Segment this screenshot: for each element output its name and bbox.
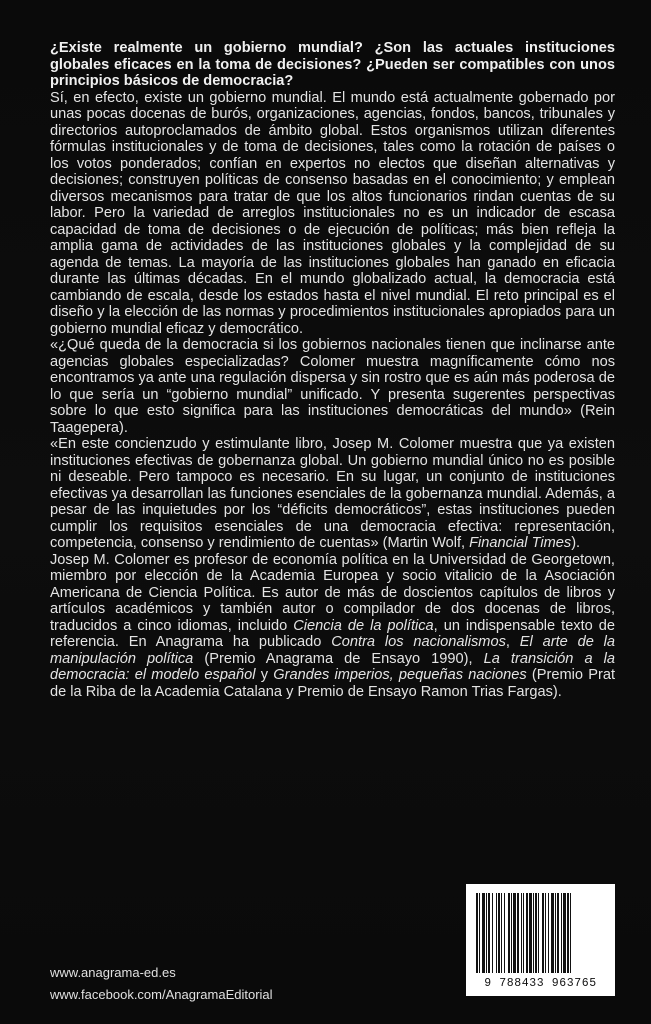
- isbn-number: 9 788433 963765: [484, 977, 597, 990]
- quote-text: «¿Qué queda de la democracia si los gobiernos nacionales tienen que inclinarse ante agencias globales especializadas? Colomer muestra magníficamente cómo nos encontramos ya ante una regulación dispersa y sin rostro que es aún más poderosa de lo que sería un “gobierno mundial” unificado. Y presenta sugerentes perspectivas sobre lo que esto significa para las instituciones democráticas del mundo»: [50, 337, 615, 419]
- barcode-bar: [513, 893, 516, 973]
- barcode-bars: [476, 893, 605, 973]
- isbn-barcode: [466, 884, 615, 996]
- barcode-bar: [508, 893, 510, 973]
- barcode-bar: [548, 893, 549, 973]
- book-title: El arte de la manipulación política: [50, 634, 616, 667]
- barcode-bar: [486, 893, 487, 973]
- quote-author: (Rein Taagepera).: [50, 403, 615, 436]
- barcode-bar: [535, 893, 537, 973]
- barcode-bar: [561, 893, 562, 973]
- website-link[interactable]: www.anagrama-ed.es: [50, 965, 176, 980]
- back-cover-text: [50, 40, 615, 700]
- quote-taagepera: [50, 337, 615, 436]
- barcode-bar: [479, 893, 480, 973]
- barcode-bar: [538, 893, 539, 973]
- barcode-bar: [563, 893, 566, 973]
- barcode-bar: [476, 893, 478, 973]
- barcode-bar: [523, 893, 524, 973]
- bio-text: (Premio Anagrama de Ensayo 1990),: [193, 650, 484, 667]
- barcode-bar: [488, 893, 490, 973]
- facebook-link[interactable]: www.facebook.com/AnagramaEditorial: [50, 987, 273, 1002]
- barcode-bar: [529, 893, 532, 973]
- opening-questions: ¿Existe realmente un gobierno mundial? ¿Son las actuales instituciones globales eficaces en la toma de decisiones? ¿Pueden ser compatibles con unos principios básicos de democracia?: [50, 40, 615, 89]
- bio-text: (Premio Prat de la Riba de la Academia Catalana y Premio de Ensayo Ramon Trias Fargas).: [50, 667, 616, 700]
- barcode-bar: [501, 893, 502, 973]
- publisher-links: [50, 962, 273, 1006]
- book-title: Ciencia de la política: [293, 617, 434, 634]
- author-bio: [50, 552, 615, 701]
- barcode-bar: [526, 893, 528, 973]
- bio-text: y: [255, 667, 274, 683]
- barcode-bar: [555, 893, 556, 973]
- quote-text: «En este concienzudo y estimulante libro, Josep M. Colomer muestra que ya existen instituciones efectivas de gobernanza global. Un gobierno mundial único no es posible ni deseable. Pero tampoco es necesario. En su lugar, un conjunto de instituciones efectivas ya desarrollan las funciones esenciales de la gobernanza mundial. Además, a pesar de las inquietudes por los “déficits democráticos”, estas instituciones pueden cumplir los requisitos esenciales de una democracia efectiva: representación, competencia, consenso y rendimiento de cuentas»: [50, 436, 615, 551]
- book-title: La transición a la democracia: el modelo español: [50, 650, 615, 683]
- bio-text: Josep M. Colomer es profesor de economía política en la Universidad de Georgetown, miembro por elección de la Academia Europea y socio vitalicio de la Asociación Americana de Ciencia Política. Es autor de más de doscientos capítulos de libros y artículos académicos y también autor o compilador de dos docenas de libros, traducidos a cinco idiomas, incluido: [50, 551, 615, 634]
- barcode-bar: [551, 893, 554, 973]
- barcode-bar: [482, 893, 485, 973]
- bio-text: , un indispensable texto de referencia. En Anagrama ha publicado: [50, 617, 615, 650]
- barcode-bar: [570, 893, 571, 973]
- barcode-bar: [498, 893, 500, 973]
- barcode-bar: [557, 893, 559, 973]
- barcode-bar: [521, 893, 522, 973]
- barcode-bar: [542, 893, 544, 973]
- bio-text: ,: [505, 634, 520, 650]
- barcode-bar: [496, 893, 497, 973]
- barcode-bar: [517, 893, 519, 973]
- book-title: Grandes imperios, pequeñas naciones: [273, 667, 527, 683]
- barcode-bar: [492, 893, 493, 973]
- barcode-bar: [567, 893, 569, 973]
- quote-wolf: [50, 436, 615, 552]
- barcode-bar: [504, 893, 505, 973]
- book-title: Contra los nacionalismos: [331, 634, 506, 650]
- quote-author-end: ).: [571, 535, 581, 551]
- barcode-bar: [511, 893, 512, 973]
- barcode-bar: [533, 893, 534, 973]
- quote-author: (Martin Wolf,: [378, 535, 470, 551]
- quote-source: Financial Times: [469, 535, 572, 551]
- barcode-bar: [545, 893, 546, 973]
- intro-paragraph: Sí, en efecto, existe un gobierno mundial. El mundo está actualmente gobernado por unas pocas docenas de burós, organizaciones, agencias, fondos, bancos, tribunales y directorios autoproclamados de ámbito global. Estos organismos utilizan diferentes fórmulas institucionales y de toma de decisiones, tales como la rotación de países o los votos ponderados; confían en expertos no electos que diseñan alternativas y decisiones; construyen políticas de consenso basadas en el conocimiento; y emplean diversos mecanismos para tratar de que los altos funcionarios rindan cuentas de su labor. Pero la variedad de arreglos institucionales no es un indicador de escasa capacidad de toma de decisiones o de ejecución de políticas; más bien refleja la amplia gama de actividades de las instituciones globales y la complejidad de su agenda de temas. La mayoría de las instituciones globales han ganado en eficacia durante las últimas décadas. En el mundo globalizado actual, la democracia está cambiando de escala, desde los estados hasta el nivel mundial. El reto principal es el diseño y la elección de las normas y procedimientos institucionales apropiados para un gobierno mundial eficaz y democrático.: [50, 89, 615, 337]
